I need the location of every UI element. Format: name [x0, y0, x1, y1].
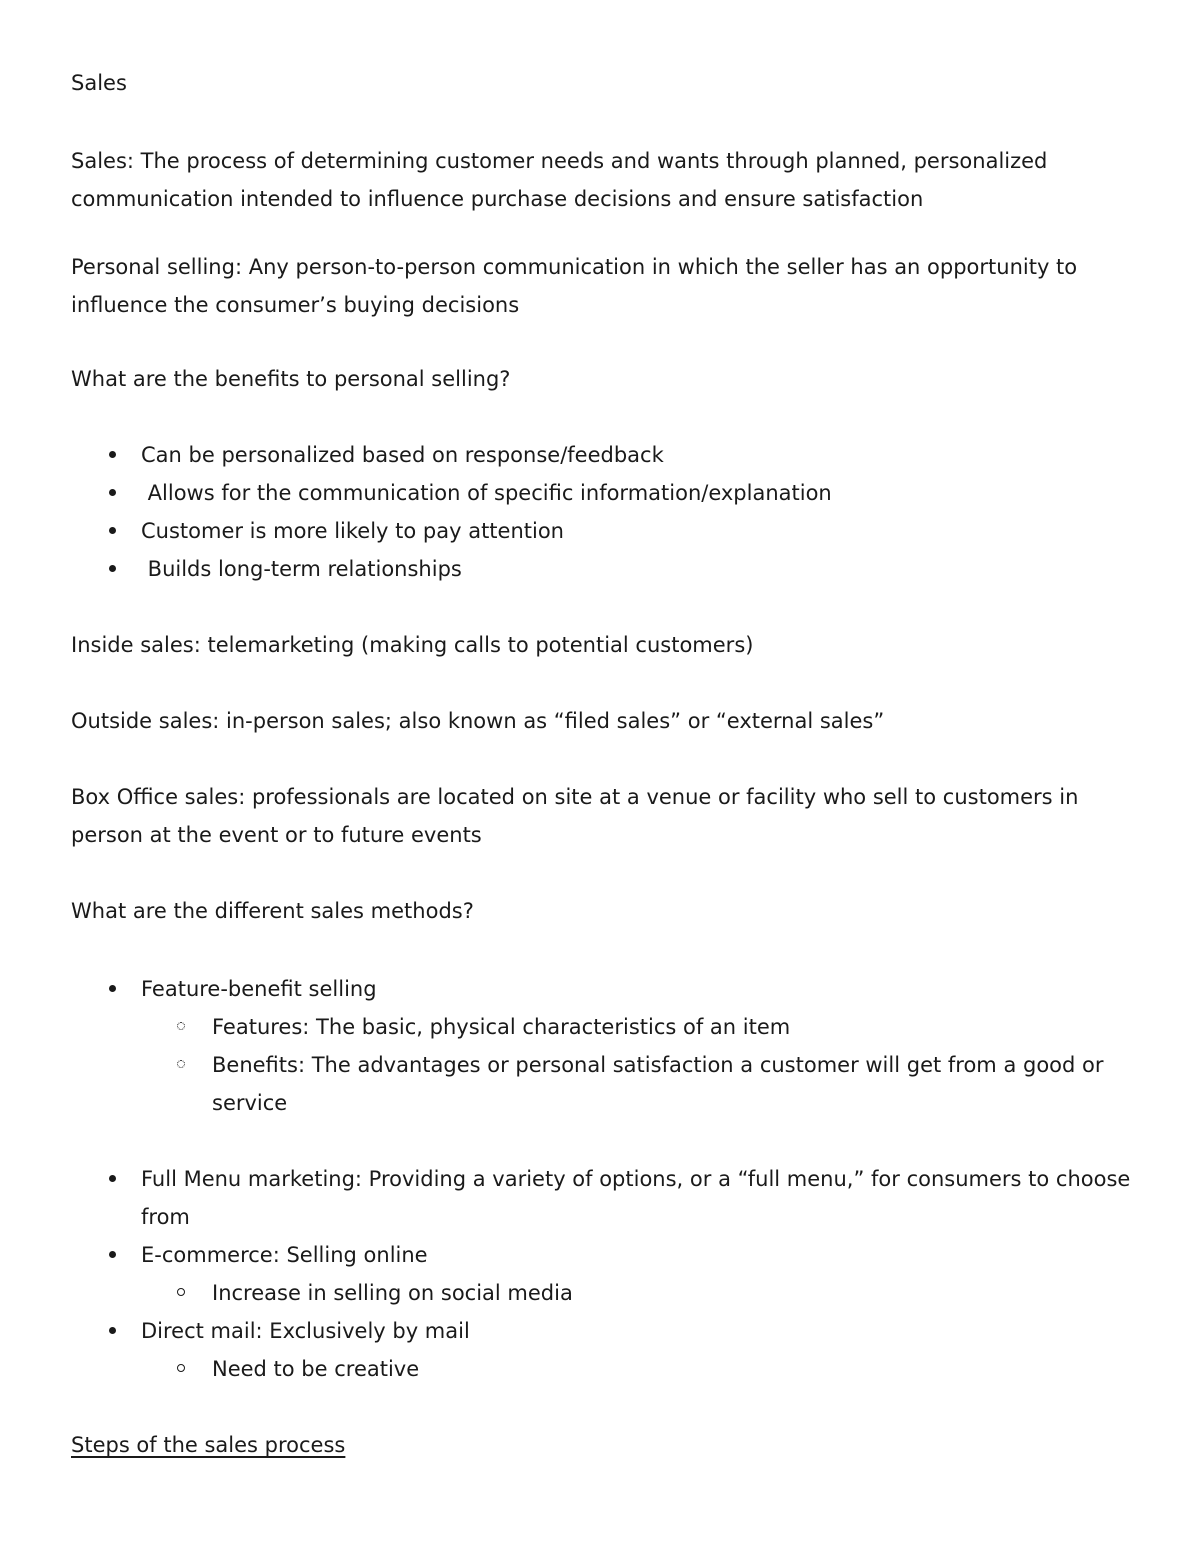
outside-sales [71, 702, 1131, 740]
definition-text: Any person-to-person communication in which the seller has an opportunity to influence the consumer’s buying decisions [71, 255, 1078, 317]
sub-list [71, 1008, 1131, 1122]
document-page [71, 64, 1131, 1464]
definition-text: telemarketing (making calls to potential customers) [200, 633, 754, 657]
list-item [71, 970, 1131, 1122]
list-item: Builds long-term relationships [71, 550, 1131, 588]
bullet-icon [109, 527, 116, 534]
definition-term: Inside sales: [71, 633, 201, 657]
list-item: Direct mail: Exclusively by mail Need to be creative [71, 1312, 1131, 1388]
list-item: E-commerce: Selling online Increase in selling on social media [71, 1236, 1131, 1312]
bullet-icon [109, 985, 116, 992]
bullet-icon [109, 1327, 116, 1334]
inside-sales [71, 626, 1131, 664]
list-item: Can be personalized based on response/feedback [71, 436, 1131, 474]
definition-term: Outside sales: [71, 709, 220, 733]
benefits-list [71, 436, 1131, 588]
benefits-question: What are the benefits to personal selling? [71, 367, 511, 391]
methods-question: What are the different sales methods? [71, 899, 474, 923]
circle-bullet-icon [177, 1364, 185, 1372]
document-title: Sales [71, 71, 127, 95]
steps-heading: Steps of the sales process [71, 1433, 346, 1457]
definition-personal-selling [71, 248, 1131, 324]
bullet-icon [109, 565, 116, 572]
circle-bullet-icon [177, 1022, 185, 1030]
sub-list-item: Benefits: The advantages or personal satisfaction a customer will get from a good or service [141, 1046, 1131, 1122]
bullet-icon [109, 1251, 116, 1258]
bullet-icon [109, 1175, 116, 1182]
sub-list-item: Features: The basic, physical characteristics of an item [141, 1008, 1131, 1046]
definition-sales [71, 142, 1131, 218]
sub-list-item: Need to be creative [141, 1350, 1131, 1388]
sub-list-item: Increase in selling on social media [141, 1274, 1131, 1312]
sub-list [71, 1274, 1131, 1312]
methods-list [71, 970, 1131, 1388]
circle-bullet-icon [177, 1060, 185, 1068]
definition-term: Sales: [71, 149, 134, 173]
definition-term: Personal selling: [71, 255, 243, 279]
definition-text: The process of determining customer needs and wants through planned, personalized communication intended to influence purchase decisions and ensure satisfaction [71, 149, 1048, 211]
definition-text: in-person sales; also known as “filed sales” or “external sales” [219, 709, 885, 733]
bullet-icon [109, 451, 116, 458]
bullet-icon [109, 489, 116, 496]
list-item: Allows for the communication of specific information/explanation [71, 474, 1131, 512]
circle-bullet-icon [177, 1288, 185, 1296]
list-item: Customer is more likely to pay attention [71, 512, 1131, 550]
sub-list [71, 1350, 1131, 1388]
method-label: Feature-benefit selling [141, 977, 377, 1001]
list-item: Full Menu marketing: Providing a variety of options, or a “full menu,” for consumers to choose from [71, 1160, 1131, 1236]
box-office-sales [71, 778, 1131, 854]
definition-term: Box Office sales: [71, 785, 246, 809]
definition-text: professionals are located on site at a venue or facility who sell to customers in person at the event or to future events [71, 785, 1079, 847]
